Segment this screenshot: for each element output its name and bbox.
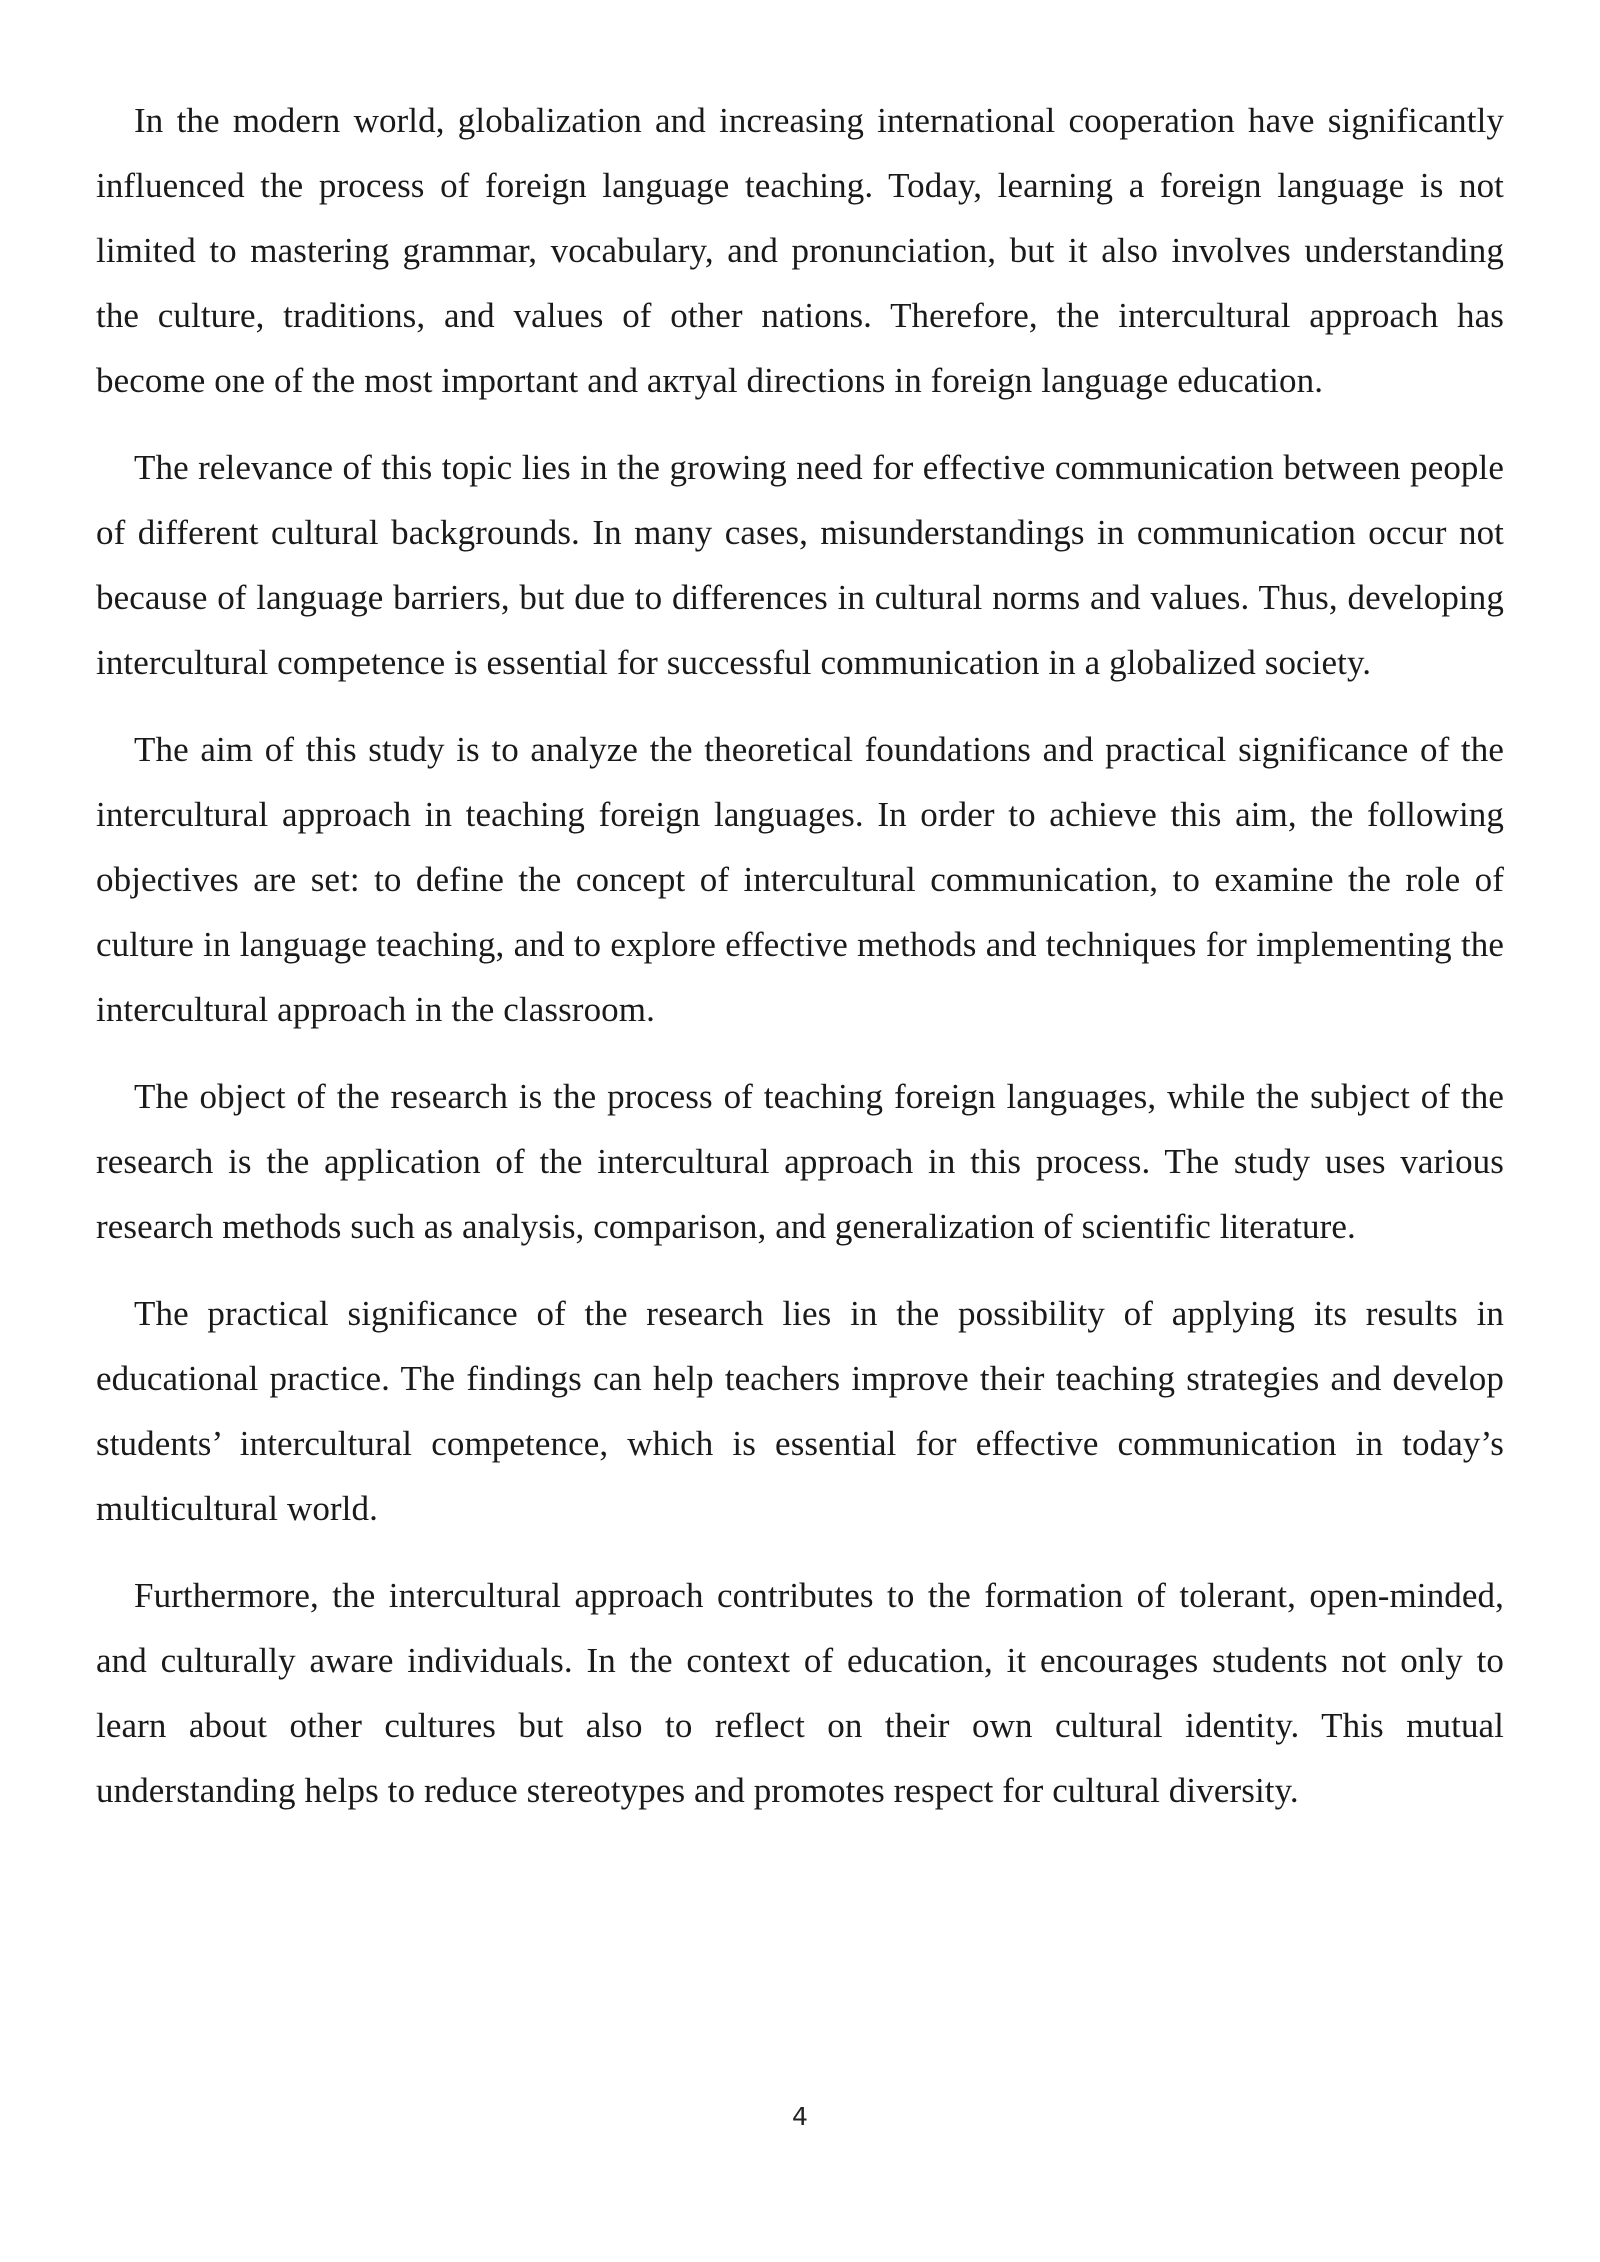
paragraph-4: The object of the research is the process of teaching foreign languages, while the subject of the research is the application of the intercultural approach in this process. The study uses various research methods such as analysis, comparison, and generalization of scientific literature. xyxy=(96,1077,1504,1246)
paragraph-3: The aim of this study is to analyze the theoretical foundations and practical significance of the intercultural approach in teaching foreign languages. In order to achieve this aim, the following objectives are set: to define the concept of intercultural communication, to examine the role of culture in language teaching, and to explore effective methods and techniques for implementing the intercultural approach in the classroom. xyxy=(96,730,1504,1029)
page-number: 4 xyxy=(792,2102,808,2131)
paragraph-5: The practical significance of the research lies in the possibility of applying its results in educational practice. The findings can help teachers improve their teaching strategies and develop students’ intercultural competence, which is essential for effective communication in today’s multicultural world. xyxy=(96,1294,1504,1528)
paragraph-1: In the modern world, globalization and increasing international cooperation have significantly influenced the process of foreign language teaching. Today, learning a foreign language is not limited to mastering grammar, vocabulary, and pronunciation, but it also involves understanding the culture, traditions, and values of other nations. Therefore, the intercultural approach has become one of the most important and актyal directions in foreign language education. xyxy=(96,101,1504,400)
paragraph-2: The relevance of this topic lies in the growing need for effective communication between people of different cultural backgrounds. In many cases, misunderstandings in communication occur not because of language barriers, but due to differences in cultural norms and values. Thus, developing intercultural competence is essential for successful communication in a globalized society. xyxy=(96,448,1504,682)
body-text xyxy=(96,88,1504,1845)
paragraph-6: Furthermore, the intercultural approach contributes to the formation of tolerant, open-minded, and culturally aware individuals. In the context of education, it encourages students not only to learn about other cultures but also to reflect on their own cultural identity. This mutual understanding helps to reduce stereotypes and promotes respect for cultural diversity. xyxy=(96,1576,1504,1810)
